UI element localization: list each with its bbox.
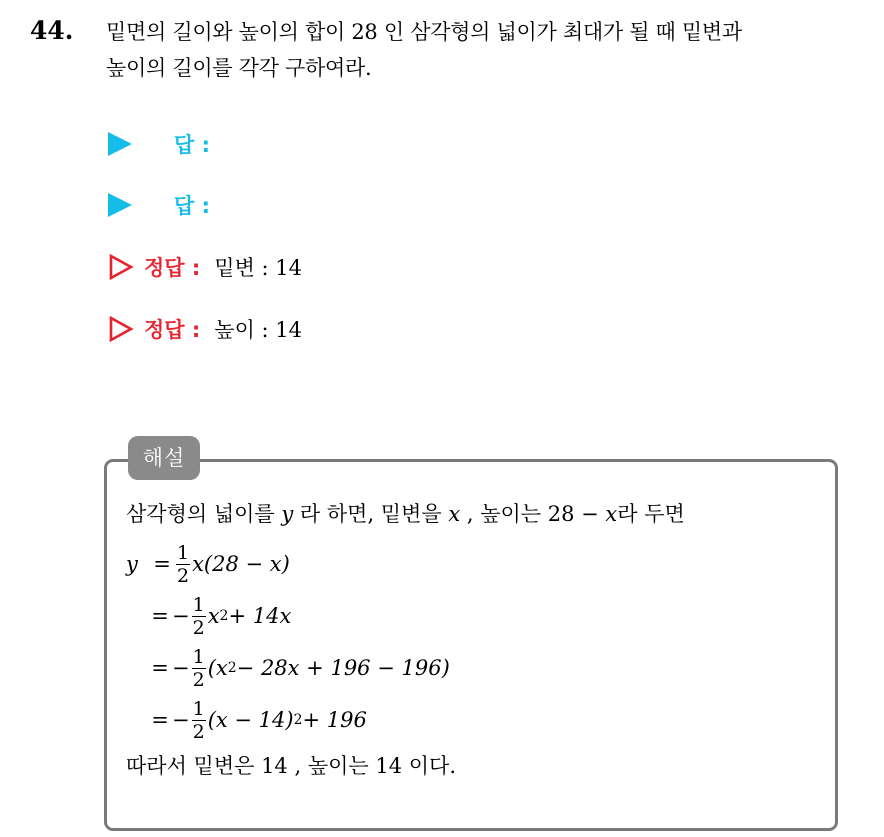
superscript: 2 — [293, 712, 303, 728]
fraction — [176, 543, 190, 586]
intro-text-2: 라 하면, 밑변을 — [293, 502, 449, 526]
answer-blank-label: 답 : — [174, 194, 210, 218]
fraction-denominator: 2 — [192, 720, 205, 743]
sign: − — [172, 656, 190, 680]
expression: (x — [207, 656, 228, 680]
intro-var-x2: x — [605, 502, 618, 526]
fraction-numerator: 1 — [192, 593, 205, 616]
equals-sign: = — [151, 708, 169, 732]
problem-line-1: 밑면의 길이와 높이의 합이 28 인 삼각형의 넓이가 최대가 될 때 밑변과 — [106, 20, 742, 44]
derivation-block — [126, 538, 826, 746]
correct-answer-value: 높이 : 14 — [214, 318, 303, 342]
derivation-line-4 — [126, 694, 826, 746]
derivation-line-2 — [126, 590, 826, 642]
expression: x(28 − x) — [192, 552, 290, 576]
sign: − — [172, 708, 190, 732]
equals-sign: = — [153, 552, 171, 576]
answer-blank-row-2 — [108, 188, 210, 222]
superscript: 2 — [227, 660, 237, 676]
correct-answer-value: 밑변 : 14 — [214, 256, 303, 280]
equals-sign: = — [151, 656, 169, 680]
answer-blank-row-1 — [108, 127, 210, 161]
expression: x — [207, 604, 220, 628]
fraction — [192, 595, 206, 638]
play-triangle-icon — [108, 132, 132, 156]
derivation-line-1 — [126, 538, 826, 590]
answer-blank-label: 답 : — [174, 133, 210, 157]
fraction-denominator: 2 — [192, 668, 205, 691]
explanation-conclusion: 따라서 밑변은 14 , 높이는 14 이다. — [126, 754, 456, 778]
expression: (x − 14) — [207, 708, 294, 732]
fraction — [192, 699, 206, 742]
superscript: 2 — [219, 608, 229, 624]
play-triangle-icon — [108, 193, 132, 217]
correct-answer-label: 정답 : — [144, 256, 201, 280]
derivation-line-3 — [126, 642, 826, 694]
equals-sign: = — [151, 604, 169, 628]
outline-triangle-icon — [108, 254, 134, 280]
intro-var-y: y — [281, 502, 294, 526]
derivation-lhs: y — [126, 552, 138, 576]
outline-triangle-icon — [108, 316, 134, 342]
problem-number: 44. — [30, 16, 74, 45]
intro-text-3: , 높이는 28 − — [460, 502, 606, 526]
fraction-numerator: 1 — [192, 697, 205, 720]
explanation-tab: 해설 — [128, 436, 200, 480]
sign: − — [172, 604, 190, 628]
explanation-content — [126, 496, 826, 784]
correct-answer-row-1 — [108, 250, 302, 284]
intro-var-x: x — [448, 502, 461, 526]
expression-tail: − 28x + 196 − 196) — [236, 656, 450, 680]
fraction-numerator: 1 — [177, 541, 190, 564]
intro-text-1: 삼각형의 넓이를 — [126, 502, 282, 526]
expression-tail: + 196 — [302, 708, 367, 732]
problem-text — [106, 14, 876, 86]
intro-text-4: 라 두면 — [617, 502, 685, 526]
correct-answer-label: 정답 : — [144, 318, 201, 342]
fraction-denominator: 2 — [192, 616, 205, 639]
explanation-intro — [126, 496, 826, 532]
fraction-numerator: 1 — [192, 645, 205, 668]
correct-answer-row-2 — [108, 312, 302, 346]
fraction — [192, 647, 206, 690]
fraction-denominator: 2 — [177, 564, 190, 587]
problem-line-2: 높이의 길이를 각각 구하여라. — [106, 56, 372, 80]
expression-tail: + 14x — [228, 604, 292, 628]
